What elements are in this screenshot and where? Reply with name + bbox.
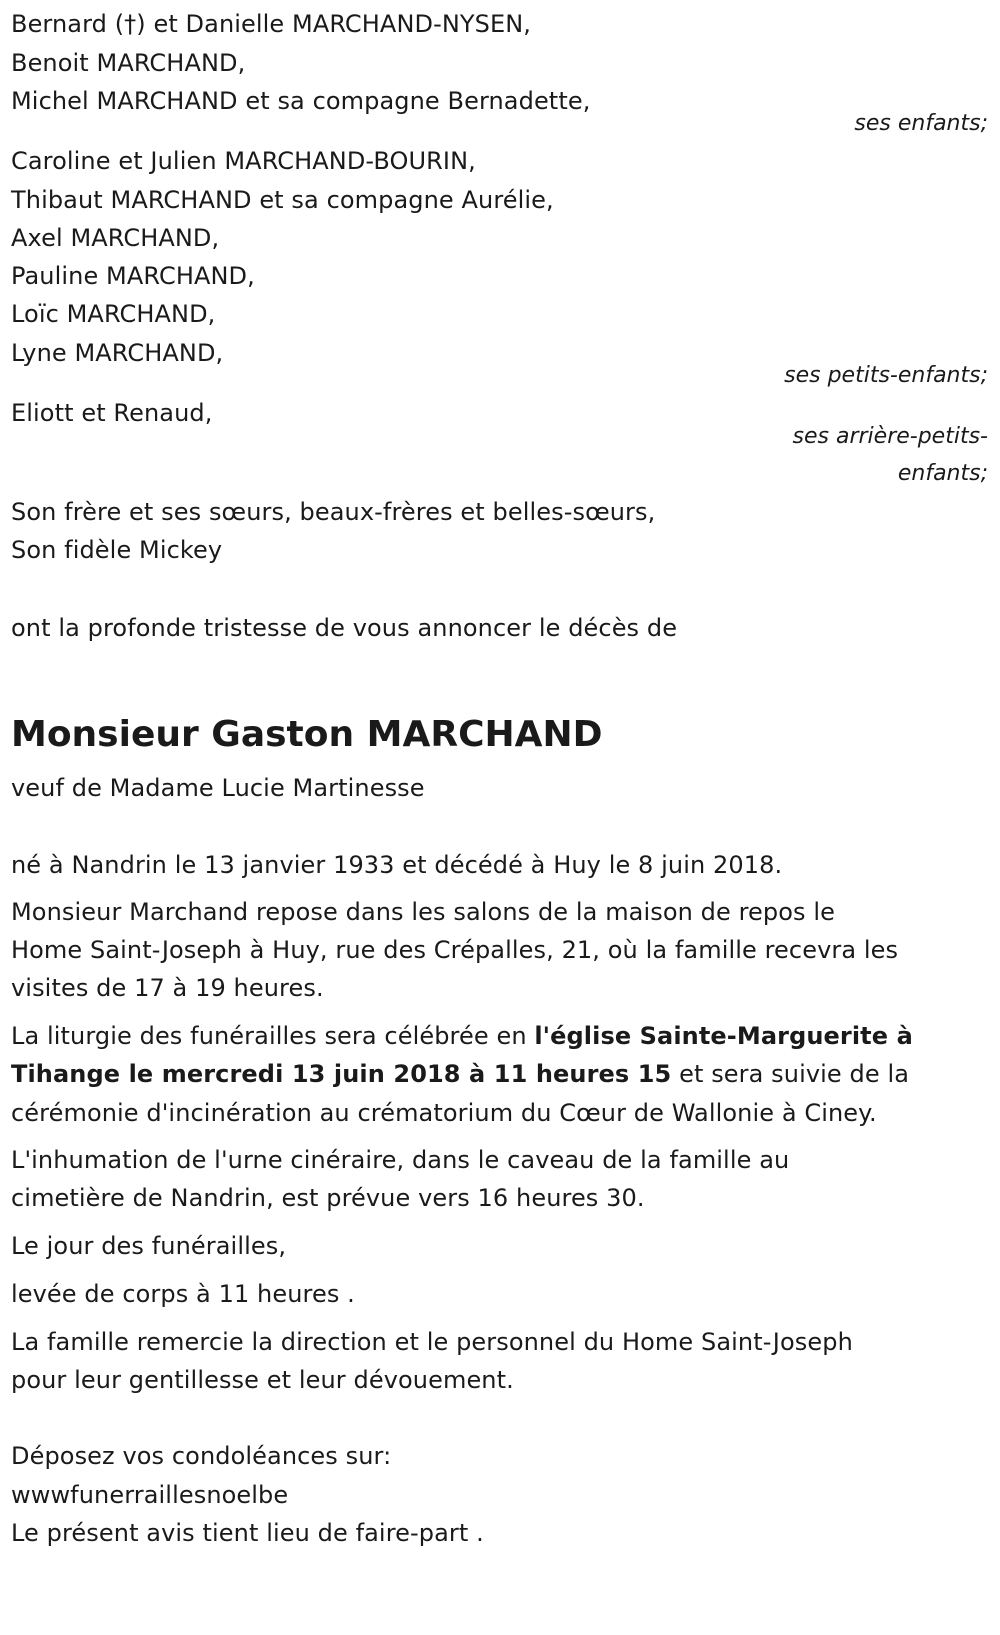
great-grandchildren-line: Eliott et Renaud, <box>11 399 213 427</box>
grandchildren-line-4: Pauline MARCHAND, <box>11 262 255 290</box>
burial-line-1: L'inhumation de l'urne cinéraire, dans le caveau de la famille au <box>11 1146 790 1174</box>
children-line-3: Michel MARCHAND et sa compagne Bernadette, <box>11 87 591 115</box>
others-line-1: Son frère et ses sœurs, beaux-frères et belles-sœurs, <box>11 498 656 526</box>
funeral-text-1: La liturgie des funérailles sera célébrée en <box>11 1022 535 1050</box>
others-line-2: Son fidèle Mickey <box>11 536 223 564</box>
grandchildren-line-2: Thibaut MARCHAND et sa compagne Aurélie, <box>11 186 554 214</box>
thanks-line-2: pour leur gentillesse et leur dévouement. <box>11 1366 514 1394</box>
children-line-2: Benoit MARCHAND, <box>11 49 246 77</box>
great-grandchildren-label-1: ses arrière-petits- <box>792 424 988 449</box>
funeral-line-1 <box>11 1021 913 1051</box>
condolences-site: wwwfunerraillesnoelbe <box>11 1481 289 1509</box>
widower-of: veuf de Madame Lucie Martinesse <box>11 774 425 802</box>
funeral-day: Le jour des funérailles, <box>11 1232 287 1260</box>
burial-line-2: cimetière de Nandrin, est prévue vers 16 heures 30. <box>11 1184 645 1212</box>
funeral-line-3: cérémonie d'incinération au crématorium du Cœur de Wallonie à Ciney. <box>11 1099 877 1127</box>
viewing-line-1: Monsieur Marchand repose dans les salons de la maison de repos le <box>11 898 835 926</box>
grandchildren-line-3: Axel MARCHAND, <box>11 224 220 252</box>
grandchildren-line-5: Loïc MARCHAND, <box>11 300 216 328</box>
deceased-name: Monsieur Gaston MARCHAND <box>11 714 603 755</box>
funeral-line-2 <box>11 1059 909 1089</box>
grandchildren-line-6: Lyne MARCHAND, <box>11 339 224 367</box>
grandchildren-line-1: Caroline et Julien MARCHAND-BOURIN, <box>11 147 476 175</box>
children-label: ses enfants; <box>854 111 988 136</box>
funeral-text-2: et sera suivie de la <box>671 1060 910 1088</box>
closing-note: Le présent avis tient lieu de faire-part . <box>11 1519 484 1547</box>
children-line-1: Bernard (†) et Danielle MARCHAND-NYSEN, <box>11 10 532 38</box>
great-grandchildren-label-2: enfants; <box>897 461 988 486</box>
birth-death: né à Nandrin le 13 janvier 1933 et décédé à Huy le 8 juin 2018. <box>11 851 783 879</box>
thanks-line-1: La famille remercie la direction et le personnel du Home Saint-Joseph <box>11 1328 853 1356</box>
viewing-line-3: visites de 17 à 19 heures. <box>11 974 324 1002</box>
funeral-datetime: Tihange le mercredi 13 juin 2018 à 11 heures 15 <box>11 1060 672 1088</box>
body-removal: levée de corps à 11 heures . <box>11 1280 355 1308</box>
viewing-line-2: Home Saint-Joseph à Huy, rue des Crépalles, 21, où la famille recevra les <box>11 936 899 964</box>
announcement: ont la profonde tristesse de vous annoncer le décès de <box>11 614 678 642</box>
funeral-location: l'église Sainte-Marguerite à <box>534 1022 913 1050</box>
grandchildren-label: ses petits-enfants; <box>784 363 988 388</box>
condolences-label: Déposez vos condoléances sur: <box>11 1442 392 1470</box>
